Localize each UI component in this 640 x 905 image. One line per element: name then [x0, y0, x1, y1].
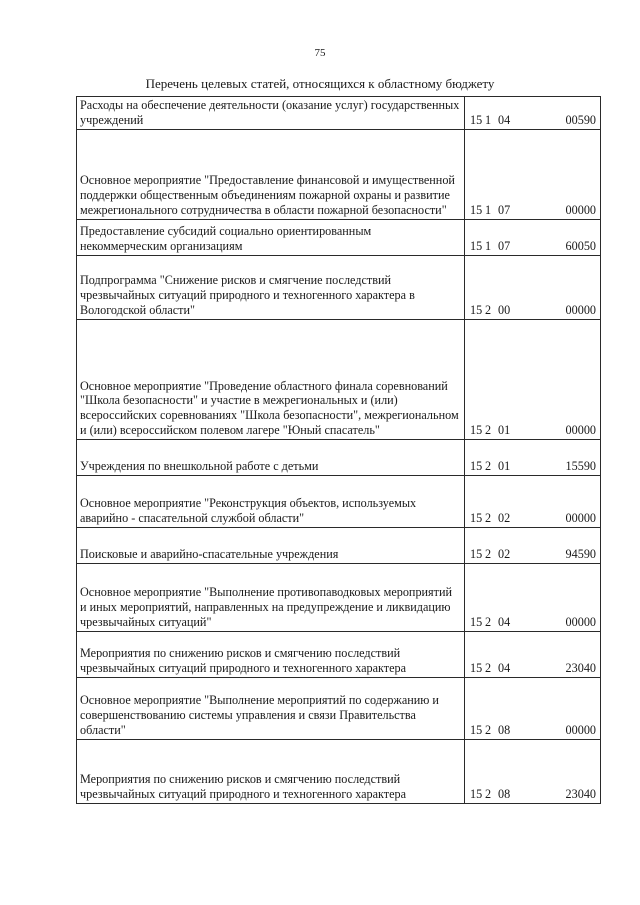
code-direction: 23040 [565, 786, 596, 801]
row-name: Поисковые и аварийно-спасательные учреждения [77, 528, 465, 564]
row-code [465, 320, 601, 440]
code-subprogram: 2 [485, 422, 492, 437]
row-name: Подпрограмма "Снижение рисков и смягчение последствий чрезвычайных ситуаций природного и техногенного характера в Вологодской области" [77, 256, 465, 320]
row-code [465, 97, 601, 130]
row-name: Предоставление субсидий социально ориентированным некоммерческим организациям [77, 220, 465, 256]
code-program: 15 [470, 112, 483, 127]
code-activity: 07 [498, 202, 511, 217]
table-row [77, 256, 601, 320]
code-program: 15 [470, 302, 483, 317]
code-direction: 00000 [565, 614, 596, 629]
row-code [465, 220, 601, 256]
code-subprogram: 2 [485, 510, 492, 525]
target-articles-table [76, 96, 601, 804]
code-subprogram: 2 [485, 546, 492, 561]
code-program: 15 [470, 660, 483, 675]
code-activity: 02 [498, 510, 511, 525]
row-name: Основное мероприятие "Выполнение мероприятий по содержанию и совершенствованию системы управления и связи Правительства области" [77, 678, 465, 740]
table-row [77, 740, 601, 804]
code-program: 15 [470, 422, 483, 437]
table-body [77, 97, 601, 804]
code-direction: 00000 [565, 510, 596, 525]
row-code [465, 740, 601, 804]
code-direction: 00590 [565, 112, 596, 127]
table-row [77, 440, 601, 476]
table-row [77, 220, 601, 256]
code-activity: 04 [498, 660, 511, 675]
code-subprogram: 1 [485, 112, 492, 127]
code-direction: 00000 [565, 422, 596, 437]
code-direction: 23040 [565, 660, 596, 675]
table-caption: Перечень целевых статей, относящихся к областному бюджету [145, 76, 495, 91]
row-name: Мероприятия по снижению рисков и смягчению последствий чрезвычайных ситуаций природного и техногенного характера [77, 740, 465, 804]
code-program: 15 [470, 238, 483, 253]
row-code [465, 528, 601, 564]
table-row [77, 97, 601, 130]
code-activity: 01 [498, 422, 511, 437]
page-number: 75 [314, 47, 326, 59]
row-name: Основное мероприятие "Выполнение противопаводковых мероприятий и иных мероприятий, направленных на предупреждение и ликвидацию чрезвычайных ситуаций" [77, 564, 465, 632]
code-subprogram: 1 [485, 202, 492, 217]
code-subprogram: 2 [485, 614, 492, 629]
row-code [465, 130, 601, 220]
row-name: Мероприятия по снижению рисков и смягчению последствий чрезвычайных ситуаций природного и техногенного характера [77, 632, 465, 678]
code-direction: 60050 [565, 238, 596, 253]
table-row [77, 632, 601, 678]
table-row [77, 528, 601, 564]
code-program: 15 [470, 722, 483, 737]
code-activity: 08 [498, 786, 511, 801]
row-code [465, 564, 601, 632]
code-subprogram: 2 [485, 458, 492, 473]
code-direction: 15590 [565, 458, 596, 473]
code-activity: 07 [498, 238, 511, 253]
row-name: Основное мероприятие "Реконструкция объектов, используемых аварийно - спасательной службой области" [77, 476, 465, 528]
code-program: 15 [470, 202, 483, 217]
code-program: 15 [470, 510, 483, 525]
row-code [465, 256, 601, 320]
code-subprogram: 2 [485, 660, 492, 675]
code-activity: 00 [498, 302, 511, 317]
row-code [465, 678, 601, 740]
code-direction: 00000 [565, 202, 596, 217]
code-direction: 94590 [565, 546, 596, 561]
row-name: Расходы на обеспечение деятельности (оказание услуг) государственных учреждений [77, 97, 465, 130]
code-direction: 00000 [565, 722, 596, 737]
code-activity: 02 [498, 546, 511, 561]
row-code [465, 632, 601, 678]
table-row [77, 564, 601, 632]
row-name: Основное мероприятие "Проведение областного финала соревнований "Школа безопасности" и участие в межрегиональных и (или) всероссийских соревнованиях "Школа безопасности", межрегиональном и (или) всероссийском полевом лагере "Юный спасатель" [77, 320, 465, 440]
code-activity: 01 [498, 458, 511, 473]
code-program: 15 [470, 546, 483, 561]
code-program: 15 [470, 786, 483, 801]
code-program: 15 [470, 458, 483, 473]
row-code [465, 476, 601, 528]
row-name: Основное мероприятие "Предоставление финансовой и имущественной поддержки общественным объединениям пожарной охраны и развитие межрегионального сотрудничества в области пожарной безопасности" [77, 130, 465, 220]
code-direction: 00000 [565, 302, 596, 317]
code-subprogram: 2 [485, 722, 492, 737]
table-row [77, 476, 601, 528]
code-program: 15 [470, 614, 483, 629]
row-name: Учреждения по внешкольной работе с детьми [77, 440, 465, 476]
row-code [465, 440, 601, 476]
code-activity: 04 [498, 112, 511, 127]
code-subprogram: 1 [485, 238, 492, 253]
code-subprogram: 2 [485, 302, 492, 317]
code-activity: 08 [498, 722, 511, 737]
table-row [77, 320, 601, 440]
code-activity: 04 [498, 614, 511, 629]
code-subprogram: 2 [485, 786, 492, 801]
table-row [77, 678, 601, 740]
table-row [77, 130, 601, 220]
